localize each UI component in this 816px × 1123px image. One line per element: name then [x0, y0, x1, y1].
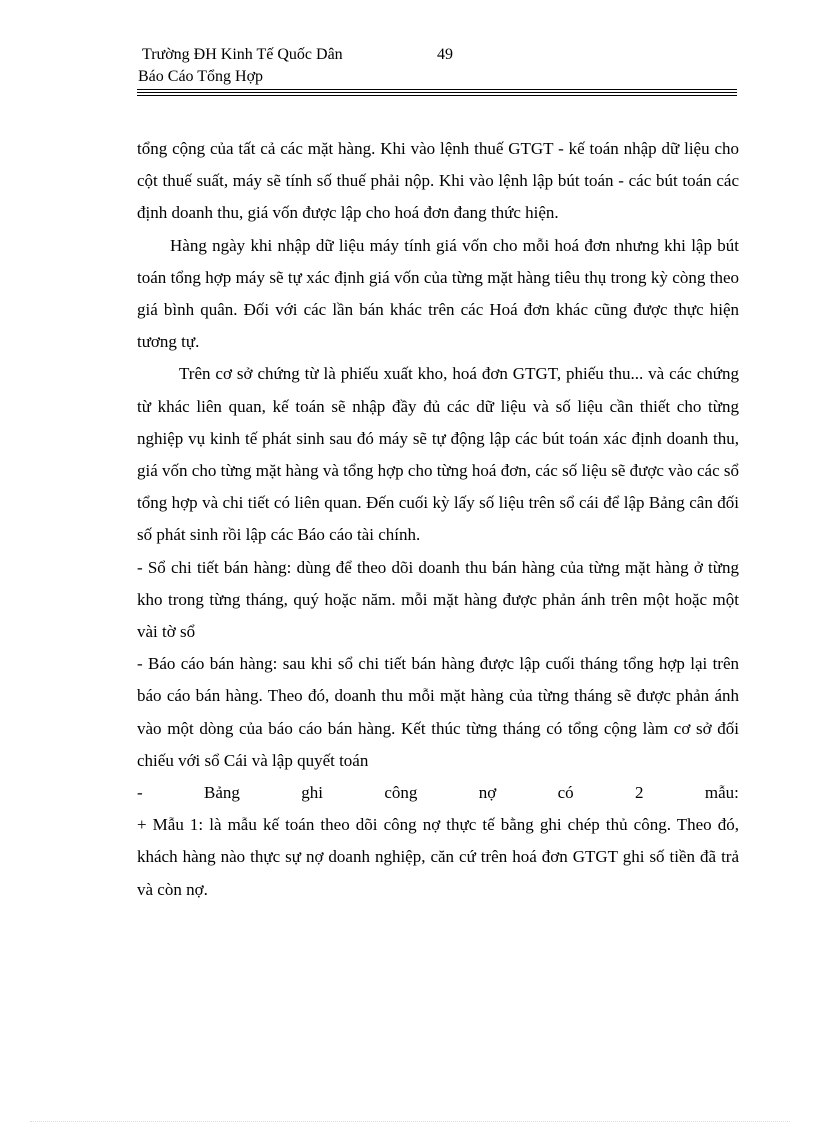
page-header — [138, 44, 738, 88]
header-divider-middle — [137, 92, 737, 93]
header-school-name: Trường ĐH Kinh Tế Quốc Dân — [142, 46, 343, 63]
debt-line-word: mẫu: — [704, 783, 739, 803]
debt-line-word: nợ — [478, 783, 497, 803]
paragraph-debt-table-intro — [137, 777, 739, 809]
paragraph-template-one: + Mẫu 1: là mẫu kế toán theo dõi công nợ thực tế bằng ghi chép thủ công. Theo đó, khách hàng nào thực sự nợ doanh nghiệp, căn cứ trên hoá đơn GTGT ghi số tiền đã trả và còn nợ. — [137, 815, 739, 899]
paragraph-cost-of-goods: Hàng ngày khi nhập dữ liệu máy tính giá vốn cho mỗi hoá đơn nhưng khi lập bút toán tổng hợp máy sẽ tự xác định giá vốn của từng mặt hàng tiêu thụ trong kỳ còng theo giá bình quân. Đối với các lần bán khác trên các Hoá đơn khác cũng được thực hiện tương tự. — [137, 235, 739, 352]
paragraph-vat-entry: tổng cộng của tất cả các mặt hàng. Khi vào lệnh thuế GTGT - kế toán nhập dữ liệu cho cột thuế suất, máy sẽ tính số thuế phải nộp. Khi vào lệnh lập bút toán - các bút toán các định doanh thu, giá vốn được lập cho hoá đơn đang thức hiện. — [137, 139, 739, 223]
header-report-title: Báo Cáo Tổng Hợp — [138, 68, 264, 85]
document-body — [137, 133, 739, 906]
debt-line-word: công — [384, 783, 418, 803]
debt-line-word: Bảng — [204, 783, 240, 803]
header-divider-top — [137, 89, 737, 90]
debt-line-dash: - — [137, 783, 143, 803]
header-page-number: 49 — [437, 46, 453, 63]
header-divider-bottom — [137, 95, 737, 96]
debt-line-word: ghi — [301, 783, 324, 803]
paragraph-sales-ledger: - Sổ chi tiết bán hàng: dùng để theo dõi doanh thu bán hàng của từng mặt hàng ở từng kho trong từng tháng, quý hoặc năm. mỗi mặt hàng được phản ánh trên một hoặc một vài tờ sổ — [137, 557, 739, 642]
page-bottom-border — [30, 1121, 790, 1122]
paragraph-sales-report: - Báo cáo bán hàng: sau khi sổ chi tiết bán hàng được lập cuối tháng tổng hợp lại trên báo cáo bán hàng. Theo đó, doanh thu mỗi mặt hàng của từng tháng sẽ được phản ánh vào một dòng của báo cáo bán hàng. Kết thúc từng tháng có tổng cộng làm cơ sở đối chiếu với sổ Cái và lập quyết toán — [137, 654, 739, 770]
debt-line-word: 2 — [635, 783, 644, 803]
debt-line-word: có — [557, 783, 574, 803]
paragraph-source-documents: Trên cơ sở chứng từ là phiếu xuất kho, hoá đơn GTGT, phiếu thu... và các chứng từ khác liên quan, kế toán sẽ nhập đầy đủ các dữ liệu và số liệu cần thiết cho từng nghiệp vụ kinh tế phát sinh sau đó máy sẽ tự động lập các bút toán xác định doanh thu, giá vốn cho từng mặt hàng và tổng hợp cho từng hoá đơn, các số liệu sẽ được vào các sổ tổng hợp và chi tiết có liên quan. Đến cuối kỳ lấy số liệu trên sổ cái để lập Bảng cân đối số phát sinh rồi lập các Báo cáo tài chính. — [137, 364, 739, 545]
